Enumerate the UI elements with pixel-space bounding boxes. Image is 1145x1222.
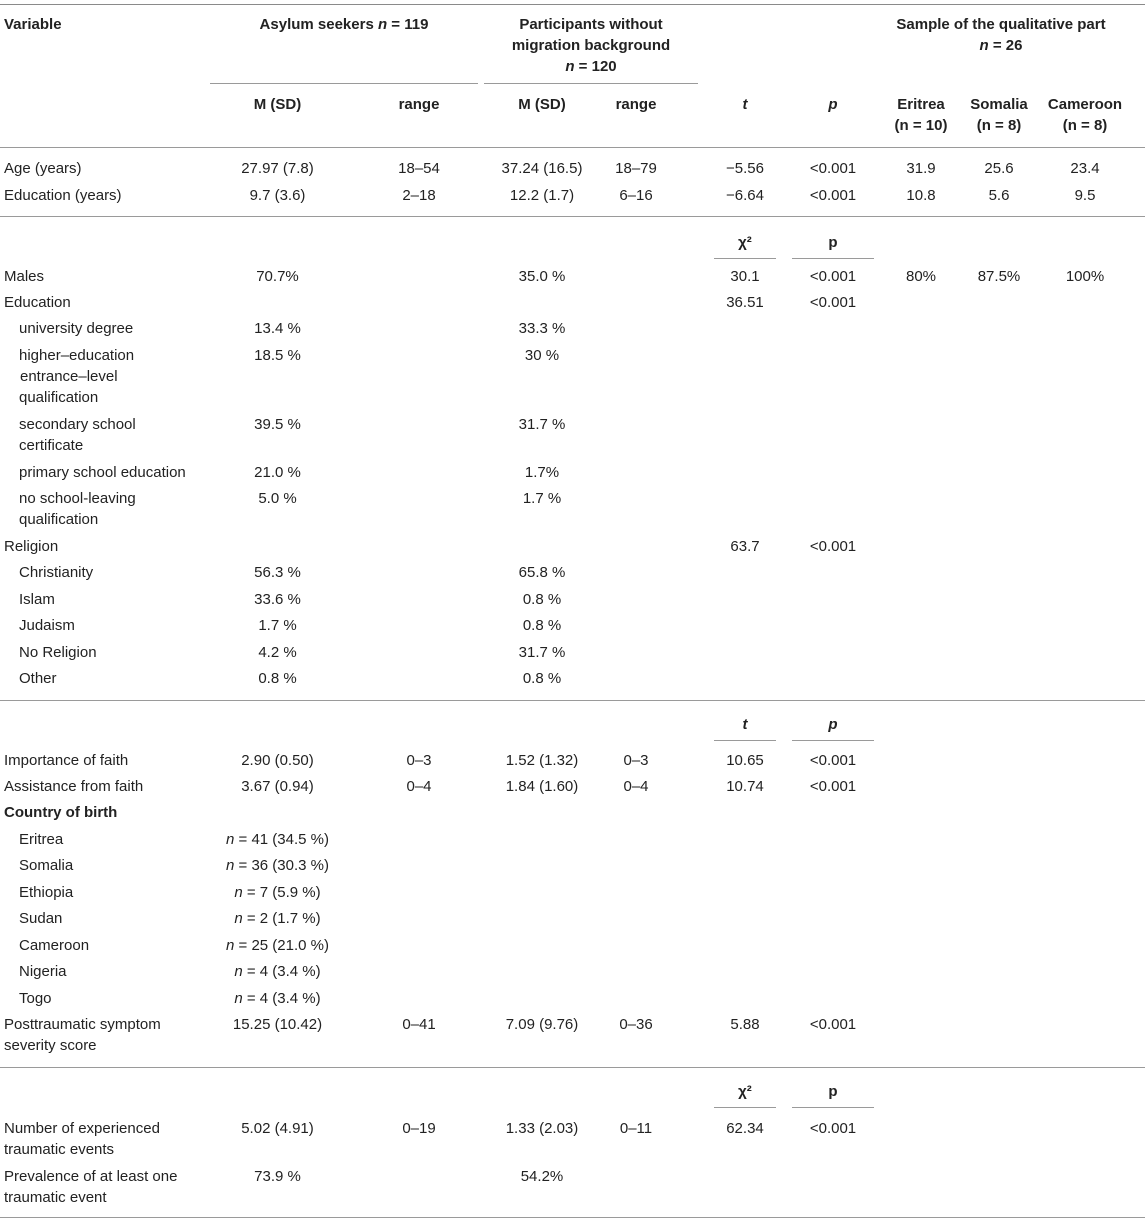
table-row-nm-m: 33.3 % [518, 320, 566, 337]
table-row-p: <0.001 [809, 268, 857, 285]
table-row-as-m: 2.90 (0.50) [241, 752, 314, 769]
table-row-as-r: 18–54 [398, 160, 440, 177]
table-row-nm-r: 18–79 [615, 160, 657, 177]
table-row-p: <0.001 [809, 1016, 857, 1033]
table-top-border [0, 4, 1145, 5]
table-row-as-m: 70.7% [256, 268, 299, 285]
table-row-as-m: 13.4 % [254, 320, 301, 337]
table-row-as-m: 33.6 % [254, 591, 301, 608]
header-asylum-underline [210, 83, 478, 84]
table-row-nm-m: 1.7% [524, 464, 560, 481]
section4-subheader-stat-underline [714, 1107, 776, 1108]
row-label: Nigeria [19, 963, 67, 980]
row-label: Education [4, 294, 71, 311]
table-row-stat: −6.64 [726, 187, 764, 204]
table-row-cam: 9.5 [1074, 187, 1096, 204]
table-row-eri: 80% [905, 268, 937, 285]
header-eritrea: Eritrea (n = 10) [894, 96, 948, 134]
row-label: Christianity [19, 564, 94, 581]
header-p: p [828, 96, 838, 113]
row-label: Prevalence of at least one traumatic event [4, 1168, 178, 1206]
row-label: Cameroon [19, 937, 90, 954]
header-somalia: Somalia (n = 8) [970, 96, 1028, 134]
table-row-nm-m: 1.84 (1.60) [505, 778, 579, 795]
header-asylum-group: Asylum seekers n = 119 [259, 16, 429, 33]
table-row-nm-m: 31.7 % [518, 644, 566, 661]
table-row-eri: 10.8 [906, 187, 936, 204]
table-bottom-border [0, 1217, 1145, 1218]
row-label: Religion [4, 538, 59, 555]
table-row-nm-r: 6–16 [619, 187, 653, 204]
table-row-as-count: n = 25 (21.0 %) [226, 937, 329, 954]
row-label: Country of birth [4, 804, 118, 821]
table-row-as-m: 39.5 % [254, 416, 301, 433]
header-asylum-msd: M (SD) [253, 96, 302, 113]
table-row-as-m: 27.97 (7.8) [241, 160, 314, 177]
table-row-as-m: 18.5 % [254, 347, 301, 364]
table-row-as-m: 9.7 (3.6) [249, 187, 306, 204]
row-label: Education (years) [4, 187, 122, 204]
table-row-cam: 100% [1065, 268, 1105, 285]
table-row-nm-m: 31.7 % [518, 416, 566, 433]
row-label: secondary school certificate [19, 416, 136, 454]
section4-subheader-p: p [828, 1083, 838, 1100]
table-row-as-m: 15.25 (10.42) [232, 1016, 323, 1033]
table-row-as-m: 73.9 % [254, 1168, 301, 1185]
row-label: Other [19, 670, 57, 687]
row-label: no school-leaving qualification [19, 490, 136, 528]
table-row-nm-m: 0.8 % [522, 591, 562, 608]
table-row-as-count: n = 2 (1.7 %) [234, 910, 321, 927]
table-row-as-count: n = 4 (3.4 %) [234, 990, 321, 1007]
row-label: No Religion [19, 644, 97, 661]
row-label: Judaism [19, 617, 75, 634]
section4-subheader-p-underline [792, 1107, 874, 1108]
table-row-stat: −5.56 [726, 160, 764, 177]
row-label: Togo [19, 990, 52, 1007]
table-row-nm-m: 54.2% [520, 1168, 564, 1185]
section3-subheader-stat-underline [714, 740, 776, 741]
table-row-stat: 63.7 [730, 538, 760, 555]
row-label: higher–education entrance–level qualification [19, 347, 135, 406]
table-row-nm-m: 37.24 (16.5) [501, 160, 583, 177]
row-label: Eritrea [19, 831, 64, 848]
table-row-nm-m: 1.52 (1.32) [505, 752, 579, 769]
header-cameroon: Cameroon (n = 8) [1047, 96, 1123, 134]
table-row-p: <0.001 [809, 778, 857, 795]
table-row-as-r: 0–41 [402, 1016, 436, 1033]
header-nonmig-range: range [615, 96, 657, 113]
header-nonmig-underline [484, 83, 698, 84]
table-row-as-m: 3.67 (0.94) [241, 778, 314, 795]
table-row-som: 87.5% [977, 268, 1021, 285]
table-row-nm-m: 65.8 % [518, 564, 566, 581]
table-row-as-count: n = 4 (3.4 %) [234, 963, 321, 980]
section2-subheader-p: p [828, 234, 838, 251]
table-row-stat: 10.74 [726, 778, 764, 795]
section4-subheader-stat: χ² [738, 1083, 752, 1100]
table-row-stat: 5.88 [730, 1016, 760, 1033]
table-row-as-m: 56.3 % [254, 564, 301, 581]
table-row-nm-m: 1.7 % [522, 490, 562, 507]
table-row-as-count: n = 7 (5.9 %) [234, 884, 321, 901]
section2-bottom-border [0, 700, 1145, 701]
table-row-nm-m: 1.33 (2.03) [505, 1120, 579, 1137]
table-row-nm-r: 0–11 [619, 1120, 653, 1137]
header-t: t [742, 96, 748, 113]
header-bottom-border [0, 147, 1145, 148]
table-row-nm-m: 12.2 (1.7) [509, 187, 575, 204]
table-row-as-m: 5.0 % [258, 490, 297, 507]
table-row-as-r: 0–3 [406, 752, 432, 769]
table-row-nm-m: 0.8 % [522, 617, 562, 634]
table-row-p: <0.001 [809, 294, 857, 311]
header-qual-group: Sample of the qualitative part n = 26 [896, 16, 1106, 54]
section2-subheader-stat: χ² [738, 234, 752, 251]
header-asylum-range: range [398, 96, 440, 113]
section3-bottom-border [0, 1067, 1145, 1068]
table-row-p: <0.001 [809, 752, 857, 769]
table-row-as-m: 4.2 % [258, 644, 297, 661]
section2-subheader-stat-underline [714, 258, 776, 259]
table-row-stat: 36.51 [726, 294, 764, 311]
header-nonmig-msd: M (SD) [518, 96, 566, 113]
table-row-p: <0.001 [809, 1120, 857, 1137]
section2-subheader-p-underline [792, 258, 874, 259]
section1-bottom-border [0, 216, 1145, 217]
table-row-as-m: 0.8 % [258, 670, 297, 687]
table-row-som: 5.6 [988, 187, 1010, 204]
table-row-nm-m: 7.09 (9.76) [505, 1016, 579, 1033]
table-row-cam: 23.4 [1070, 160, 1100, 177]
table-row-as-m: 5.02 (4.91) [241, 1120, 314, 1137]
row-label: primary school education [19, 464, 186, 481]
table-row-nm-r: 0–3 [623, 752, 649, 769]
table-row-eri: 31.9 [906, 160, 936, 177]
table-row-as-r: 0–4 [406, 778, 432, 795]
table-row-stat: 10.65 [726, 752, 764, 769]
table-row-som: 25.6 [984, 160, 1014, 177]
table-row-as-r: 0–19 [402, 1120, 436, 1137]
row-label: Ethiopia [19, 884, 74, 901]
row-label: Assistance from faith [4, 778, 144, 795]
header-variable: Variable [4, 16, 62, 33]
table-row-as-count: n = 41 (34.5 %) [226, 831, 329, 848]
table-row-stat: 30.1 [730, 268, 760, 285]
header-nonmig-group: Participants without migration background n = 120 [511, 16, 671, 75]
row-label: Age (years) [4, 160, 82, 177]
row-label: Males [4, 268, 45, 285]
row-label: Posttraumatic symptom severity score [4, 1016, 161, 1054]
row-label: Sudan [19, 910, 63, 927]
table-row-nm-r: 0–4 [623, 778, 649, 795]
table-row-p: <0.001 [809, 538, 857, 555]
table-row-nm-m: 35.0 % [518, 268, 566, 285]
table-row-as-r: 2–18 [402, 187, 436, 204]
table-row-nm-r: 0–36 [619, 1016, 653, 1033]
row-label: Somalia [19, 857, 74, 874]
table-row-as-m: 21.0 % [254, 464, 301, 481]
row-label: Importance of faith [4, 752, 129, 769]
table-row-nm-m: 0.8 % [522, 670, 562, 687]
table-row-as-m: 1.7 % [258, 617, 297, 634]
section3-subheader-p: p [828, 716, 838, 733]
table-row-stat: 62.34 [726, 1120, 764, 1137]
table-row-nm-m: 30 % [524, 347, 560, 364]
table-row-p: <0.001 [809, 187, 857, 204]
section3-subheader-p-underline [792, 740, 874, 741]
row-label: university degree [19, 320, 134, 337]
row-label: Number of experienced traumatic events [4, 1120, 160, 1158]
table-row-as-count: n = 36 (30.3 %) [226, 857, 329, 874]
row-label: Islam [19, 591, 55, 608]
table-row-p: <0.001 [809, 160, 857, 177]
section3-subheader-stat: t [742, 716, 748, 733]
